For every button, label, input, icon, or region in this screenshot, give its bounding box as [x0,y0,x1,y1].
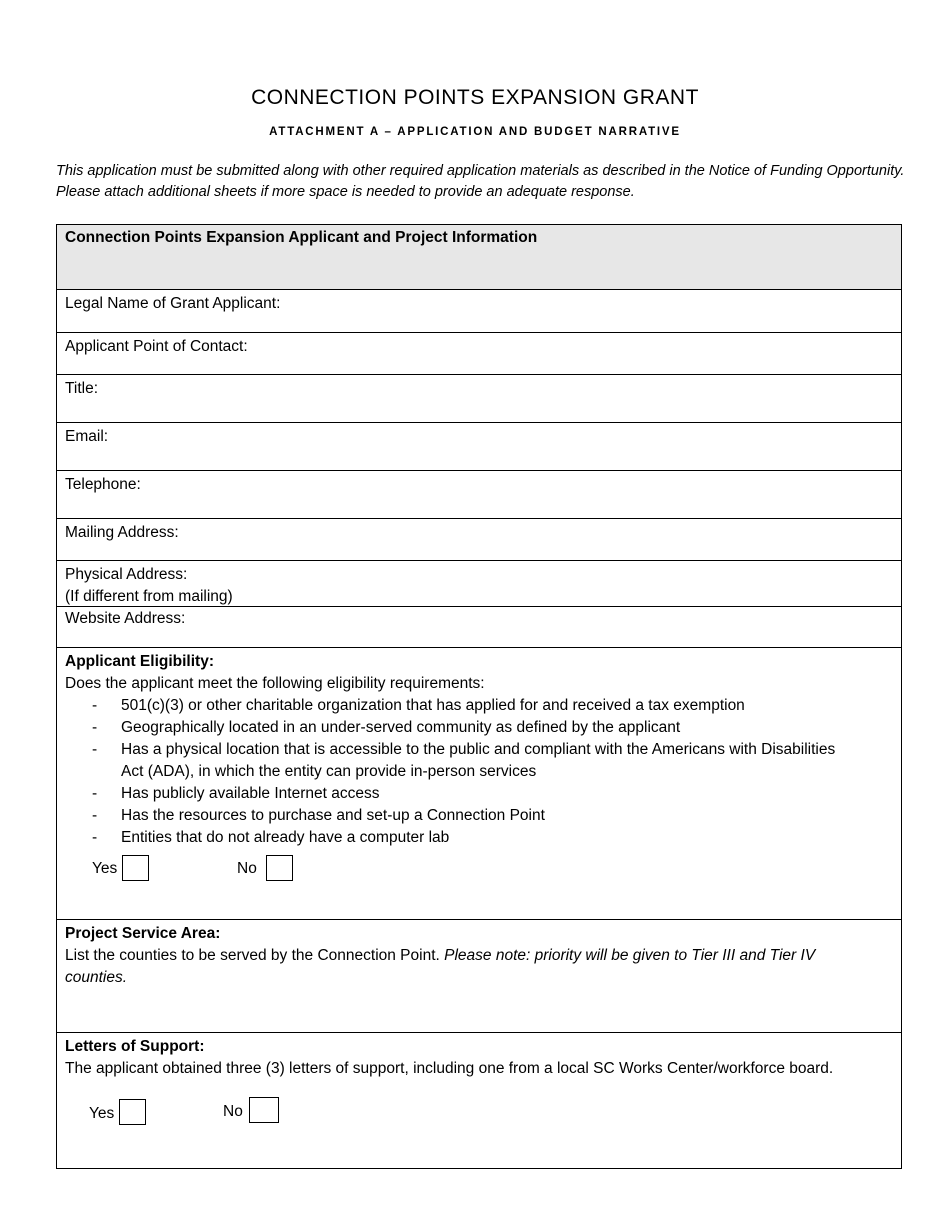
list-item-text: Geographically located in an under-served community as defined by the applicant [121,719,681,736]
mailing-address-label: Mailing Address: [65,524,179,541]
point-of-contact-field[interactable] [57,333,901,375]
title-field[interactable] [57,375,901,423]
intro-text: This application must be submitted along with other required application materials as described in the Notice of Funding Opportunity. Please attach additional sheets if more space is needed to provide an adequate response. [56,163,905,200]
service-area-section[interactable] [57,920,901,1033]
letters-heading: Letters of Support: [65,1038,205,1055]
list-item [65,827,841,849]
service-area-description [65,945,855,989]
list-item-text: Has publicly available Internet access [121,785,380,802]
section-header [57,225,901,290]
website-address-label: Website Address: [65,610,186,627]
dash-bullet: - [92,697,98,714]
eligibility-list [65,695,901,849]
service-area-note: Please note: priority will be given to Tier III and Tier IV counties. [65,947,816,986]
service-area-text: List the counties to be served by the Connection Point. [65,947,445,964]
eligibility-no-checkbox[interactable] [266,855,293,881]
dash-bullet: - [92,829,98,846]
dash-bullet: - [92,719,98,736]
eligibility-heading: Applicant Eligibility: [65,653,214,670]
list-item [65,805,841,827]
title-label: Title: [65,380,99,397]
letters-no-checkbox[interactable] [249,1097,279,1123]
list-item [65,783,841,805]
legal-name-field[interactable] [57,290,901,333]
list-item-text: 501(c)(3) or other charitable organization that has applied for and received a tax exemption [121,697,745,714]
list-item [65,717,841,739]
website-address-field[interactable] [57,607,901,648]
list-item [65,739,841,783]
email-field[interactable] [57,423,901,471]
point-of-contact-label: Applicant Point of Contact: [65,338,248,355]
dash-bullet: - [92,807,98,824]
letters-yes-label: Yes [89,1105,115,1122]
letters-no-label: No [223,1103,243,1120]
letters-answer [65,1097,901,1127]
section-title: Connection Points Expansion Applicant and Project Information [65,229,538,246]
list-item-text: Has the resources to purchase and set-up a Connection Point [121,807,545,824]
document-title: CONNECTION POINTS EXPANSION GRANT [251,86,699,109]
service-area-heading: Project Service Area: [65,925,221,942]
eligibility-prompt: Does the applicant meet the following eligibility requirements: [65,675,485,692]
eligibility-yes-checkbox[interactable] [122,855,149,881]
letters-of-support-section [57,1033,901,1168]
list-item-text: Entities that do not already have a computer lab [121,829,450,846]
eligibility-no-label: No [237,860,257,877]
application-form-table [56,224,902,1169]
physical-address-field[interactable] [57,561,901,607]
email-label: Email: [65,428,109,445]
dash-bullet: - [92,741,98,758]
mailing-address-field[interactable] [57,519,901,561]
dash-bullet: - [92,785,98,802]
telephone-label: Telephone: [65,476,141,493]
letters-yes-checkbox[interactable] [119,1099,146,1125]
telephone-field[interactable] [57,471,901,519]
physical-address-label: Physical Address: [65,566,188,583]
eligibility-yes-label: Yes [92,860,118,877]
eligibility-answer [65,855,901,885]
document-subtitle: ATTACHMENT A – APPLICATION AND BUDGET NARRATIVE [269,126,681,138]
legal-name-label: Legal Name of Grant Applicant: [65,295,281,312]
eligibility-section [57,648,901,920]
list-item-text: Has a physical location that is accessible to the public and compliant with the Americans with Disabilities Act (ADA), in which the entity can provide in-person services [121,741,836,780]
list-item [65,695,841,717]
physical-address-note: (If different from mailing) [65,588,233,605]
letters-text: The applicant obtained three (3) letters of support, including one from a local SC Works Center/workforce board. [65,1060,834,1077]
